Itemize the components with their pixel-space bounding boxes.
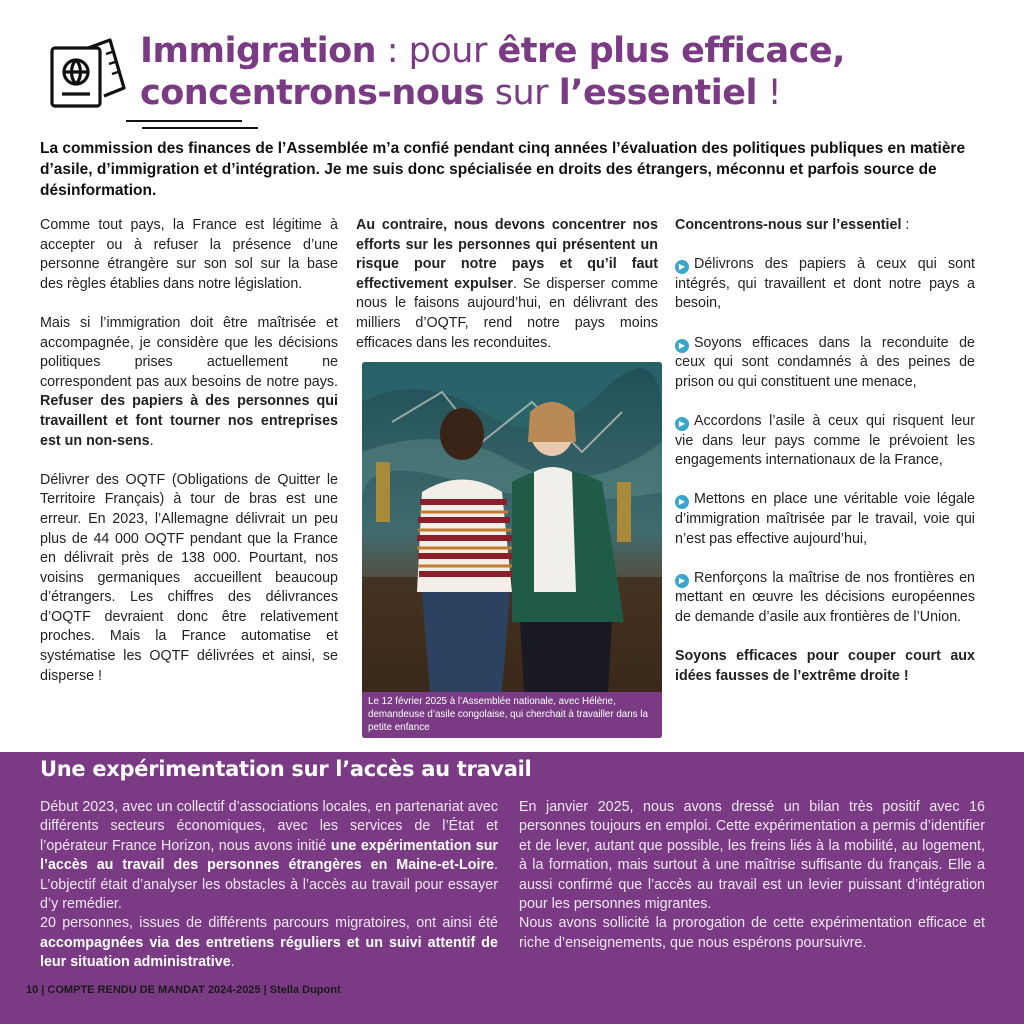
paragraph: Mais si l’immigration doit être maîtrisée et accompagnée, je considère que les décisions politiques prises actuellement ne correspondent pas aux besoins de notre pays. Refuser des papiers à des personnes qui travaillent et font tourner nos entreprises est un non-sens. xyxy=(40,314,338,449)
chevron-right-circle-icon: ▶ xyxy=(675,495,689,509)
closing-statement: Soyons efficaces pour couper court aux idées fausses de l’extrême droite ! xyxy=(675,648,975,684)
section-column-left: Début 2023, avec un collectif d’associations locales, en partenariat avec différents secteurs économiques, avec les services de l’État et l’opérateur France Horizon, nous avons initié une expérimentation sur l’accès au travail des personnes étrangères en Maine-et-Loire. L’objectif était d’analyser les obstacles à l’accès au travail pour essayer d’y remédier. 20 personnes, issues de différents parcours migratoires, ont ainsi été accompagnées via des entretiens réguliers et un suivi attentif de leur situation administrative. xyxy=(40,799,498,971)
paragraph: Au contraire, nous devons concentrer nos efforts sur les personnes qui présentent un risque pour notre pays et qu’il faut effectivement expulser. Se disperser comme nous le faisons aujourd’hui, en délivrant des milliers d’OQTF, rend notre pays moins efficaces dans les reconduites. xyxy=(356,217,658,351)
photo-caption: Le 12 février 2025 à l’Assemblée nationale, avec Hélène, demandeuse d’asile congolaise, qui cherchait à travailler dans la petite enfance xyxy=(362,692,662,738)
list-item: ▶ Mettons en place une véritable voie légale d’immigration maîtrisée par le travail, voie qui n’est pas effective aujourd’hui, xyxy=(675,491,975,547)
list-item: ▶ Délivrons des papiers à ceux qui sont intégrés, qui travaillent et dont notre pays a besoin, xyxy=(675,256,975,312)
list-item: ▶ Soyons efficaces dans la reconduite de ceux qui sont condamnés à des peines de prison ou qui constituent une menace, xyxy=(675,334,975,390)
paragraph: Délivrer des OQTF (Obligations de Quitter le Territoire Français) à tour de bras est une erreur. En 2023, l’Allemagne délivrait un peu plus de 44 000 OQTF pendant que la France en délivrait près de 138 000. Pourtant, nos voisins germaniques accueillent beaucoup d’étrangers. Les chiffres des délivrances d’OQTF devraient donc être relativement proches. Mais la France automatise et systématise les OQTF délivrées et ainsi, se disperse ! xyxy=(40,471,338,684)
section-title: Une expérimentation sur l’accès au travail xyxy=(40,757,532,781)
chevron-right-circle-icon: ▶ xyxy=(675,260,689,274)
list-item: ▶ Renforçons la maîtrise de nos frontières en mettant en œuvre les décisions européennes de demande d’asile aux frontières de l’Union. xyxy=(675,569,975,625)
photo xyxy=(362,362,662,738)
title-divider xyxy=(142,127,258,129)
page-footer: 10 | COMPTE RENDU DE MANDAT 2024-2025 | Stella Dupont xyxy=(26,984,341,996)
chevron-right-circle-icon: ▶ xyxy=(675,417,689,431)
photo-illustration xyxy=(362,362,662,738)
column-left xyxy=(40,216,338,706)
section-column-right: En janvier 2025, nous avons dressé un bilan très positif avec 16 personnes toujours en emploi. Cette expérimentation a permis d’identifier et de lever, autant que possible, les freins liés à la mobilité, au logement, à la formation, mais surtout à une maîtrise suffisante du français. Elle a aussi confirmé que l’accès au travail est un levier puissant d’intégration pour les personnes migrantes. Nous avons sollicité la prorogation de cette expérimentation efficace et riche d’enseignements, que nous espérons poursuivre. xyxy=(519,799,985,951)
chevron-right-circle-icon: ▶ xyxy=(675,339,689,353)
paragraph: Comme tout pays, la France est légitime à accepter ou à refuser la présence d’une personne étrangère sur son sol sur la base des règles établies dans notre législation. xyxy=(40,217,338,292)
passport-ticket-icon xyxy=(48,34,126,110)
column-middle xyxy=(356,216,658,373)
list-item: ▶ Accordons l’asile à ceux qui risquent leur vie dans leur pays comme le prévoient les engagements internationaux de la France, xyxy=(675,412,975,469)
list-heading: Concentrons-nous sur l’essentiel : xyxy=(675,217,910,233)
intro-paragraph: La commission des finances de l’Assemblée m’a confié pendant cinq années l’évaluation des politiques publiques en matière d’asile, d’immigration et d’intégration. Je me suis donc spécialisée en droits des étrangers, méconnu et parfois source de désinformation. xyxy=(40,140,966,199)
page-title: Immigration : pour être plus efficace, concentrons-nous sur l’essentiel ! xyxy=(140,31,845,113)
title-divider xyxy=(126,120,242,122)
column-right xyxy=(675,216,975,706)
chevron-right-circle-icon: ▶ xyxy=(675,574,689,588)
